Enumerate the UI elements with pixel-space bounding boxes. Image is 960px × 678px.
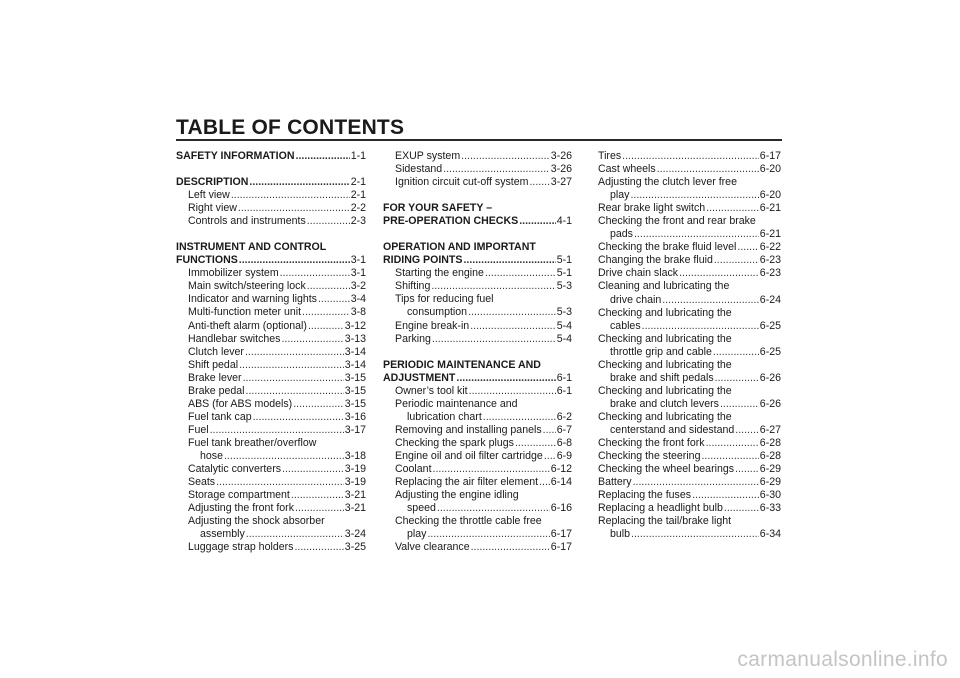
toc-entry-text: Seats xyxy=(188,476,216,489)
dot-leader xyxy=(735,463,759,476)
toc-page-number: 6-12 xyxy=(550,462,572,475)
toc-entry-text-continued: throttle grip and cable xyxy=(610,345,712,358)
dot-leader xyxy=(238,202,350,215)
toc-entry[interactable] xyxy=(176,515,366,541)
toc-entry-text: Controls and instruments xyxy=(188,215,306,228)
dot-leader xyxy=(633,476,759,489)
toc-page-number: 6-14 xyxy=(550,476,572,489)
dot-leader xyxy=(662,294,759,307)
toc-entry-text: DESCRIPTION xyxy=(176,176,249,189)
toc-entry-text-continued: ADJUSTMENT xyxy=(383,371,456,384)
toc-entry[interactable] xyxy=(383,385,572,398)
toc-page-number: 3-26 xyxy=(550,150,572,162)
dot-leader xyxy=(427,528,549,541)
toc-entry[interactable] xyxy=(383,176,572,189)
toc-entry[interactable] xyxy=(598,267,781,280)
toc-entry[interactable] xyxy=(176,424,366,437)
toc-entry-text-continued: PRE-OPERATION CHECKS xyxy=(383,215,519,228)
toc-entry-text: Right view xyxy=(188,202,237,215)
dot-leader xyxy=(737,241,758,254)
toc-page-number: 3-21 xyxy=(344,502,366,515)
dot-leader xyxy=(431,280,555,293)
dot-leader xyxy=(210,424,344,437)
toc-entry[interactable] xyxy=(598,411,781,437)
toc-entry[interactable] xyxy=(176,437,366,463)
toc-page-number: 6-2 xyxy=(556,410,572,423)
toc-entry[interactable] xyxy=(598,502,781,515)
toc-page-number: 6-20 xyxy=(759,163,781,176)
toc-entry-text: Checking the throttle cable free xyxy=(395,515,542,528)
toc-entry[interactable] xyxy=(383,163,572,176)
toc-page-number: 3-18 xyxy=(344,449,366,462)
toc-entry[interactable] xyxy=(176,541,366,554)
toc-entry-text: Fuel tank cap xyxy=(188,410,252,423)
toc-entry[interactable] xyxy=(176,293,366,306)
dot-leader xyxy=(706,202,759,215)
toc-page-number: 5-1 xyxy=(556,254,572,267)
toc-page-number: 6-17 xyxy=(550,541,572,554)
toc-entry[interactable] xyxy=(176,372,366,385)
toc-page-number: 6-21 xyxy=(759,202,781,215)
toc-page-number: 6-28 xyxy=(759,437,781,450)
toc-page-number: 5-1 xyxy=(556,267,572,280)
toc-entry[interactable] xyxy=(383,280,572,293)
toc-page-number: 6-25 xyxy=(759,319,781,332)
dot-leader xyxy=(692,489,759,502)
toc-entry-text: Parking xyxy=(395,332,431,345)
dot-leader xyxy=(291,489,344,502)
toc-entry[interactable] xyxy=(176,502,366,515)
toc-entry-text: Checking the brake fluid level xyxy=(598,241,737,254)
dot-leader xyxy=(622,150,759,163)
toc-entry[interactable] xyxy=(383,541,572,554)
toc-entry-text-continued: play xyxy=(407,528,427,541)
dot-leader xyxy=(443,163,550,176)
toc-entry[interactable] xyxy=(176,320,366,333)
toc-entry-text: Removing and installing panels xyxy=(395,423,542,436)
toc-entry[interactable] xyxy=(383,437,572,450)
toc-page-number: 3-16 xyxy=(344,410,366,423)
toc-entry[interactable] xyxy=(598,489,781,502)
toc-entry[interactable] xyxy=(598,241,781,254)
toc-entry-text: Adjusting the front fork xyxy=(188,502,294,515)
dot-leader xyxy=(307,215,350,228)
dot-leader xyxy=(253,411,344,424)
dot-leader xyxy=(231,189,350,202)
toc-entry[interactable] xyxy=(176,306,366,319)
toc-section[interactable] xyxy=(383,202,572,228)
dot-leader xyxy=(483,411,556,424)
toc-page-number: 5-3 xyxy=(556,280,572,293)
toc-entry-text-continued: play xyxy=(610,189,630,202)
toc-page-number: 3-19 xyxy=(344,476,366,489)
toc-entry-text: Luggage strap holders xyxy=(188,541,294,554)
toc-entry-text-continued: RIDING POINTS xyxy=(383,254,463,267)
toc-page-number: 1-1 xyxy=(350,150,366,162)
toc-entry[interactable] xyxy=(176,280,366,293)
toc-entry-text: Fuel xyxy=(188,423,209,436)
dot-leader xyxy=(280,267,350,280)
toc-page-number: 3-21 xyxy=(344,489,366,502)
toc-entry[interactable] xyxy=(383,476,572,489)
toc-page-number: 5-3 xyxy=(556,306,572,319)
toc-page-number: 3-14 xyxy=(344,358,366,371)
page-title: TABLE OF CONTENTS xyxy=(176,116,405,139)
dot-leader xyxy=(485,267,556,280)
toc-entry[interactable] xyxy=(383,333,572,346)
toc-entry-text: Ignition circuit cut-off system xyxy=(395,176,529,189)
dot-leader xyxy=(246,528,344,541)
toc-entry-text: Starting the engine xyxy=(395,267,484,280)
toc-entry-text: INSTRUMENT AND CONTROL xyxy=(176,241,327,254)
dot-leader xyxy=(713,346,759,359)
toc-entry-text: EXUP system xyxy=(395,150,461,162)
toc-entry-text-continued: pads xyxy=(610,228,633,241)
dot-leader xyxy=(701,450,758,463)
toc-entry-text: Indicator and warning lights xyxy=(188,293,317,306)
toc-page-number: 2-1 xyxy=(350,176,366,189)
toc-column-2 xyxy=(383,150,572,554)
toc-entry-text-continued: FUNCTIONS xyxy=(176,254,238,267)
toc-page-number: 6-34 xyxy=(759,528,781,541)
dot-leader xyxy=(720,398,759,411)
dot-leader xyxy=(471,541,550,554)
dot-leader xyxy=(642,320,759,333)
toc-page-number: 6-17 xyxy=(550,528,572,541)
toc-entry[interactable] xyxy=(598,202,781,215)
toc-entry-text: PERIODIC MAINTENANCE AND xyxy=(383,358,541,371)
toc-entry-text-continued: centerstand and sidestand xyxy=(610,423,735,436)
toc-page-number: 3-26 xyxy=(550,163,572,176)
toc-entry-text: Cast wheels xyxy=(598,163,656,176)
toc-section[interactable] xyxy=(176,241,366,267)
toc-entry-text: Catalytic converters xyxy=(188,463,282,476)
toc-entry-text-continued: speed xyxy=(407,502,436,515)
dot-leader xyxy=(239,254,350,267)
toc-entry[interactable] xyxy=(176,385,366,398)
toc-entry-text: Sidestand xyxy=(395,163,443,176)
toc-entry[interactable] xyxy=(598,254,781,267)
dot-leader xyxy=(318,293,350,306)
toc-entry-text-continued: bulb xyxy=(610,528,631,541)
toc-page-number: 3-15 xyxy=(344,371,366,384)
toc-entry-text-continued: lubrication chart xyxy=(407,410,482,423)
dot-leader xyxy=(294,541,343,554)
toc-page-number: 2-1 xyxy=(350,189,366,202)
toc-entry-text: Cleaning and lubricating the xyxy=(598,280,730,293)
dot-leader xyxy=(296,150,350,163)
toc-entry[interactable] xyxy=(383,515,572,541)
dot-leader xyxy=(216,476,344,489)
toc-page-number: 3-13 xyxy=(344,332,366,345)
toc-entry[interactable] xyxy=(176,359,366,372)
toc-page-number: 6-30 xyxy=(759,489,781,502)
toc-entry-text: Coolant xyxy=(395,462,432,475)
toc-page-number: 6-33 xyxy=(759,502,781,515)
toc-page-number: 6-24 xyxy=(759,293,781,306)
toc-column-3 xyxy=(598,150,781,541)
toc-entry-text: Adjusting the engine idling xyxy=(395,489,519,502)
toc-entry-text-continued: brake and shift pedals xyxy=(610,371,714,384)
toc-page-number: 3-25 xyxy=(344,541,366,554)
dot-leader xyxy=(634,228,759,241)
toc-page-number: 6-29 xyxy=(759,476,781,489)
toc-entry[interactable] xyxy=(176,346,366,359)
toc-page-number: 6-28 xyxy=(759,450,781,463)
dot-leader xyxy=(308,320,344,333)
toc-entry[interactable] xyxy=(383,320,572,333)
toc-entry-text: Valve clearance xyxy=(395,541,470,554)
toc-entry[interactable] xyxy=(383,398,572,424)
toc-entry[interactable] xyxy=(176,398,366,411)
dot-leader xyxy=(432,333,556,346)
toc-page-number: 6-25 xyxy=(759,345,781,358)
toc-page-number: 3-1 xyxy=(350,254,366,267)
toc-entry[interactable] xyxy=(598,333,781,359)
toc-page-number: 3-15 xyxy=(344,397,366,410)
toc-entry-text: Rear brake light switch xyxy=(598,202,706,215)
toc-entry[interactable] xyxy=(176,333,366,346)
toc-entry[interactable] xyxy=(598,280,781,306)
toc-entry[interactable] xyxy=(176,215,366,228)
dot-leader xyxy=(433,463,550,476)
dot-leader xyxy=(302,306,350,319)
toc-section[interactable] xyxy=(176,150,366,163)
toc-page-number: 6-1 xyxy=(556,371,572,384)
toc-entry-text: Checking and lubricating the xyxy=(598,384,732,397)
toc-entry-text-continued: hose xyxy=(200,449,223,462)
toc-entry[interactable] xyxy=(598,163,781,176)
dot-leader xyxy=(246,385,344,398)
toc-entry[interactable] xyxy=(383,489,572,515)
toc-entry-text: Adjusting the shock absorber xyxy=(188,515,325,528)
dot-leader xyxy=(724,502,759,515)
toc-page-number: 6-26 xyxy=(759,397,781,410)
toc-entry[interactable] xyxy=(598,215,781,241)
dot-leader xyxy=(281,333,343,346)
toc-entry-text-continued: drive chain xyxy=(610,293,662,306)
toc-entry-text: Shifting xyxy=(395,280,431,293)
toc-page-number: 4-1 xyxy=(556,215,572,228)
dot-leader xyxy=(519,215,556,228)
toc-entry-text: Handlebar switches xyxy=(188,332,281,345)
dot-leader xyxy=(714,254,759,267)
toc-page-number: 3-12 xyxy=(344,319,366,332)
dot-leader xyxy=(657,163,759,176)
toc-entry[interactable] xyxy=(176,476,366,489)
toc-entry-text: Engine oil and oil filter cartridge xyxy=(395,449,543,462)
toc-entry-text: Checking the wheel bearings xyxy=(598,463,735,476)
dot-leader xyxy=(456,372,555,385)
toc-entry-text: Battery xyxy=(598,476,632,489)
dot-leader xyxy=(469,385,556,398)
toc-page-number: 5-4 xyxy=(556,332,572,345)
toc-entry-text: Drive chain slack xyxy=(598,267,679,280)
toc-page-number: 3-27 xyxy=(550,176,572,189)
toc-section[interactable] xyxy=(383,241,572,267)
toc-entry[interactable] xyxy=(598,515,781,541)
toc-page-number: 3-19 xyxy=(344,463,366,476)
toc-entry-text: Checking the front and rear brake xyxy=(598,215,756,228)
toc-entry[interactable] xyxy=(598,150,781,163)
toc-entry[interactable] xyxy=(383,463,572,476)
toc-entry-text: Checking and lubricating the xyxy=(598,410,732,423)
dot-leader xyxy=(515,437,556,450)
toc-entry-text: Replacing the air filter element xyxy=(395,476,539,489)
toc-entry-text: Tires xyxy=(598,150,622,162)
dot-leader xyxy=(295,502,344,515)
toc-entry[interactable] xyxy=(598,176,781,202)
dot-leader xyxy=(539,476,550,489)
toc-entry[interactable] xyxy=(176,202,366,215)
dot-leader xyxy=(679,267,759,280)
toc-page-number: 6-7 xyxy=(556,423,572,436)
toc-page-number: 5-4 xyxy=(556,319,572,332)
toc-entry[interactable] xyxy=(176,267,366,280)
toc-entry-text: Checking the front fork xyxy=(598,437,705,450)
toc-entry-text: Periodic maintenance and xyxy=(395,397,518,410)
dot-leader xyxy=(470,320,555,333)
toc-page-number: 3-14 xyxy=(344,345,366,358)
toc-entry[interactable] xyxy=(383,267,572,280)
dot-leader xyxy=(245,346,344,359)
toc-entry[interactable] xyxy=(598,463,781,476)
toc-page-number: 6-26 xyxy=(759,371,781,384)
dot-leader xyxy=(437,502,550,515)
toc-entry-text: Main switch/steering lock xyxy=(188,280,306,293)
dot-leader xyxy=(249,176,349,189)
toc-entry-text: Replacing the fuses xyxy=(598,489,692,502)
toc-page-number: 2-3 xyxy=(350,215,366,228)
toc-page-number: 3-24 xyxy=(344,528,366,541)
dot-leader xyxy=(529,176,549,189)
toc-page-number: 3-15 xyxy=(344,384,366,397)
toc-entry-text: Multi-function meter unit xyxy=(188,306,302,319)
toc-entry[interactable] xyxy=(598,476,781,489)
toc-entry-text: Storage compartment xyxy=(188,489,290,502)
toc-page-number: 6-16 xyxy=(550,502,572,515)
toc-page-number: 3-4 xyxy=(350,293,366,306)
toc-page-number: 3-17 xyxy=(344,423,366,436)
toc-entry-text: Checking the spark plugs xyxy=(395,436,514,449)
toc-page-number: 6-17 xyxy=(759,150,781,162)
toc-entry-text: Left view xyxy=(188,189,230,202)
toc-page-number: 6-29 xyxy=(759,463,781,476)
dot-leader xyxy=(293,398,344,411)
toc-entry-text: Shift pedal xyxy=(188,358,239,371)
toc-entry-text: Brake lever xyxy=(188,371,242,384)
title-rule xyxy=(176,139,782,141)
toc-entry[interactable] xyxy=(176,463,366,476)
toc-entry[interactable] xyxy=(598,437,781,450)
dot-leader xyxy=(706,437,759,450)
toc-entry-text: Fuel tank breather/overflow xyxy=(188,436,317,449)
toc-entry-text: FOR YOUR SAFETY – xyxy=(383,202,493,215)
toc-entry[interactable] xyxy=(383,293,572,319)
dot-leader xyxy=(715,372,759,385)
dot-leader xyxy=(463,254,555,267)
toc-entry-text: OPERATION AND IMPORTANT xyxy=(383,241,536,254)
dot-leader xyxy=(543,424,556,437)
dot-leader xyxy=(243,372,344,385)
watermark: carmanualsonline.info xyxy=(737,648,948,671)
toc-entry-text: Checking the steering xyxy=(598,450,701,463)
toc-page-number: 6-21 xyxy=(759,228,781,241)
dot-leader xyxy=(631,528,759,541)
toc-page-number: 6-23 xyxy=(759,267,781,280)
toc-page-number: 6-20 xyxy=(759,189,781,202)
toc-entry[interactable] xyxy=(176,189,366,202)
toc-page-number: 6-9 xyxy=(556,449,572,462)
dot-leader xyxy=(630,189,758,202)
dot-leader xyxy=(282,463,344,476)
toc-entry-text: Clutch lever xyxy=(188,345,244,358)
toc-entry-text: Replacing a headlight bulb xyxy=(598,502,723,515)
toc-page-number: 6-1 xyxy=(556,384,572,397)
toc-page-number: 6-22 xyxy=(759,241,781,254)
toc-entry[interactable] xyxy=(383,450,572,463)
dot-leader xyxy=(735,424,759,437)
toc-entry[interactable] xyxy=(598,307,781,333)
toc-entry-text: ABS (for ABS models) xyxy=(188,397,293,410)
dot-leader xyxy=(544,450,556,463)
toc-entry[interactable] xyxy=(176,411,366,424)
toc-entry-text: SAFETY INFORMATION xyxy=(176,150,295,162)
toc-section[interactable] xyxy=(176,176,366,189)
toc-entry[interactable] xyxy=(598,450,781,463)
toc-entry-text: Anti-theft alarm (optional) xyxy=(188,319,307,332)
toc-page-number: 3-1 xyxy=(350,267,366,280)
dot-leader xyxy=(468,306,556,319)
toc-entry[interactable] xyxy=(383,150,572,163)
toc-entry-text: Adjusting the clutch lever free xyxy=(598,176,737,189)
toc-entry-text-continued: consumption xyxy=(407,306,468,319)
toc-column-1 xyxy=(176,150,366,554)
dot-leader xyxy=(224,450,344,463)
dot-leader xyxy=(461,150,550,163)
toc-entry-text-continued: assembly xyxy=(200,528,245,541)
toc-entry[interactable] xyxy=(383,424,572,437)
toc-entry[interactable] xyxy=(598,385,781,411)
dot-leader xyxy=(239,359,344,372)
dot-leader xyxy=(307,280,350,293)
toc-entry[interactable] xyxy=(598,359,781,385)
toc-page-number: 6-23 xyxy=(759,254,781,267)
toc-section[interactable] xyxy=(383,359,572,385)
toc-page-number: 6-8 xyxy=(556,436,572,449)
toc-page-number: 3-8 xyxy=(350,306,366,319)
toc-page-number: 2-2 xyxy=(350,202,366,215)
toc-page-number: 3-2 xyxy=(350,280,366,293)
toc-entry[interactable] xyxy=(176,489,366,502)
toc-entry-text: Immobilizer system xyxy=(188,267,279,280)
toc-entry-text: Tips for reducing fuel xyxy=(395,293,494,306)
toc-entry-text: Owner’s tool kit xyxy=(395,384,468,397)
toc-entry-text: Checking and lubricating the xyxy=(598,306,732,319)
toc-entry-text: Engine break-in xyxy=(395,319,470,332)
toc-entry-text-continued: brake and clutch levers xyxy=(610,397,719,410)
toc-entry-text: Checking and lubricating the xyxy=(598,358,732,371)
toc-page-number: 6-27 xyxy=(759,423,781,436)
toc-entry-text: Checking and lubricating the xyxy=(598,332,732,345)
toc-entry-text: Brake pedal xyxy=(188,384,245,397)
toc-entry-text-continued: cables xyxy=(610,319,641,332)
toc-entry-text: Changing the brake fluid xyxy=(598,254,713,267)
toc-entry-text: Replacing the tail/brake light xyxy=(598,515,732,528)
